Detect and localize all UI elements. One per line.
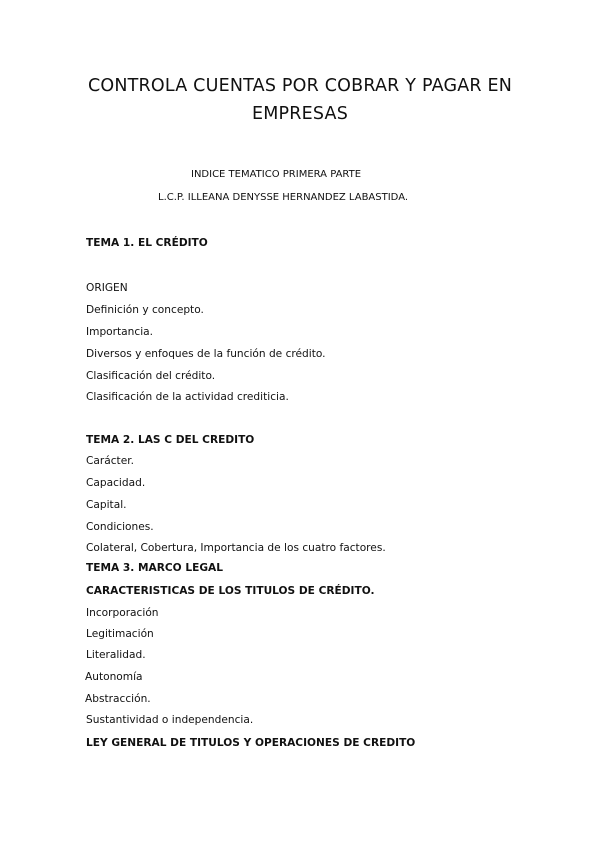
list-item: ORIGEN	[86, 282, 128, 294]
law-heading: LEY GENERAL DE TITULOS Y OPERACIONES DE CREDITO	[86, 737, 416, 749]
list-item: Clasificación de la actividad crediticia.	[86, 391, 289, 403]
tema3-subheading: CARACTERISTICAS DE LOS TITULOS DE CRÉDITO.	[86, 585, 375, 597]
list-item: Colateral, Cobertura, Importancia de los cuatro factores.	[86, 542, 386, 554]
list-item: Condiciones.	[86, 521, 154, 533]
author: L.C.P. ILLEANA DENYSSE HERNANDEZ LABASTIDA.	[158, 192, 409, 203]
list-item: Incorporación	[86, 607, 159, 619]
subtitle: INDICE TEMATICO PRIMERA PARTE	[191, 169, 362, 180]
list-item: Clasificación del crédito.	[86, 370, 216, 382]
list-item: Capital.	[86, 499, 127, 511]
document-title-line-1: CONTROLA CUENTAS POR COBRAR Y PAGAR EN	[87, 76, 513, 96]
list-item: Importancia.	[86, 326, 153, 338]
list-item: Sustantividad o independencia.	[86, 714, 254, 726]
list-item: Diversos y enfoques de la función de crédito.	[86, 348, 326, 360]
list-item: Definición y concepto.	[86, 304, 204, 316]
document-title-line-2: EMPRESAS	[251, 104, 349, 124]
tema2-heading: TEMA 2. LAS C DEL CREDITO	[86, 434, 255, 446]
list-item: Abstracción.	[85, 693, 151, 705]
tema3-heading: TEMA 3. MARCO LEGAL	[86, 562, 223, 574]
list-item: Literalidad.	[86, 649, 146, 661]
list-item: Legitimación	[86, 628, 154, 640]
list-item: Capacidad.	[86, 477, 146, 489]
tema1-heading: TEMA 1. EL CRÉDITO	[86, 237, 208, 249]
list-item: Autonomía	[85, 671, 143, 683]
list-item: Carácter.	[86, 455, 134, 467]
